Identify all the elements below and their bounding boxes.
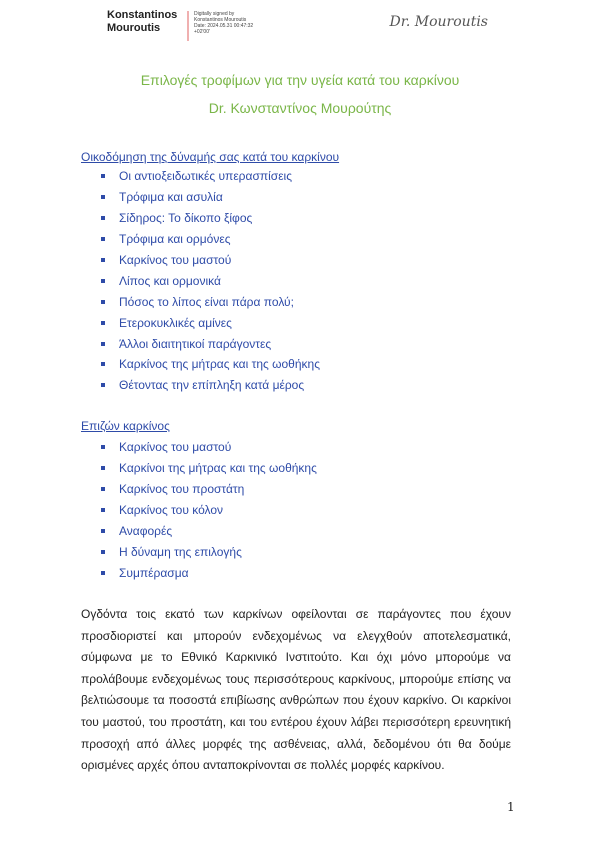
bullet-icon: [101, 342, 105, 346]
toc-item[interactable]: Καρκίνος του μαστού: [101, 437, 317, 458]
signature-detail-line: Digitally signed by: [194, 11, 235, 17]
bullet-icon: [101, 508, 105, 512]
section1-heading-link[interactable]: Οικοδόμηση της δύναμής σας κατά του καρκίνου: [81, 150, 340, 164]
signature-detail-line: Date: 2024.05.31 00:47:32: [194, 23, 254, 29]
toc-item[interactable]: Καρκίνοι της μήτρας και της ωοθήκης: [101, 458, 317, 479]
body-paragraph: Ογδόντα τοις εκατό των καρκίνων οφείλονται σε παράγοντες που έχουν προσδιοριστεί και μπορούν ενδεχομένως να ελεγχθούν αποτελεσματικά, σύμφωνα με το Εθνικό Καρκινικό Ινστιτούτο. Και όχι μόνο μπορούμε να προλάβουμε ενδεχομένως τους περισσότερους καρκίνους, μπορούμε επίσης να βελτιώσουμε τα ποσοστά επιβίωσης ανθρώπων που έχουν καρκίνο. Οι καρκίνοι του μαστού, του προστάτη, και του εντέρου έχουν λάβει περισσότερη ερευνητική προσοχή από άλλες μορφές της ασθένειας, αλλά, δεδομένου ότι θα δούμε ορισμένες αρχές όπου ανταποκρίνονται σε πολλές μορφές καρκίνου.: [81, 607, 511, 773]
toc-item[interactable]: Συμπέρασμα: [101, 562, 317, 583]
toc-item[interactable]: Καρκίνος του μαστού: [101, 250, 320, 271]
toc-item[interactable]: Οι αντιοξειδωτικές υπερασπίσεις: [101, 166, 320, 187]
toc-item[interactable]: Πόσος το λίπος είναι πάρα πολύ;: [101, 291, 320, 312]
bullet-icon: [101, 237, 105, 241]
toc-item[interactable]: Άλλοι διαιτητικοί παράγοντες: [101, 333, 320, 354]
section2-heading-link[interactable]: Επιζών καρκίνος: [81, 419, 170, 433]
toc-item[interactable]: Θέτοντας την επίπληξη κατά μέρος: [101, 375, 320, 396]
bullet-icon: [101, 487, 105, 491]
bullet-icon: [101, 550, 105, 554]
page-number: 1: [507, 800, 515, 814]
signature-name-line2: Mouroutis: [107, 22, 161, 34]
toc-item[interactable]: Λίπος και ορμονικά: [101, 270, 320, 291]
bullet-icon: [101, 216, 105, 220]
bullet-icon: [101, 383, 105, 387]
bullet-icon: [101, 362, 105, 366]
signature-detail-line: +02'00': [194, 29, 210, 35]
toc-item[interactable]: Καρκίνος της μήτρας και της ωοθήκης: [101, 354, 320, 375]
bullet-icon: [101, 466, 105, 470]
document-title: Επιλογές τροφίμων για την υγεία κατά του καρκίνου: [140, 72, 460, 88]
signature-mark-icon: [187, 11, 189, 41]
signature-name: [107, 9, 177, 35]
toc-item[interactable]: Τρόφιμα και ορμόνες: [101, 229, 320, 250]
toc-item[interactable]: Αναφορές: [101, 521, 317, 542]
toc-item[interactable]: Ετεροκυκλικές αμίνες: [101, 312, 320, 333]
signature-name-line1: Konstantinos: [107, 9, 178, 21]
signature-details: [194, 11, 253, 35]
bullet-icon: [101, 300, 105, 304]
bullet-icon: [101, 174, 105, 178]
bullet-icon: [101, 445, 105, 449]
bullet-icon: [101, 195, 105, 199]
toc-item[interactable]: Καρκίνος του κόλον: [101, 500, 317, 521]
document-author: Dr. Κωνσταντίνος Μουρούτης: [208, 100, 392, 116]
toc-item[interactable]: Σίδηρος: Το δίκοπο ξίφος: [101, 208, 320, 229]
toc-item[interactable]: Καρκίνος του προστάτη: [101, 479, 317, 500]
section2-list: [101, 437, 317, 583]
bullet-icon: [101, 571, 105, 575]
toc-item[interactable]: Τρόφιμα και ασυλία: [101, 187, 320, 208]
toc-item[interactable]: Η δύναμη της επιλογής: [101, 541, 317, 562]
bullet-icon: [101, 529, 105, 533]
header-author-name: Dr. Mouroutis: [389, 14, 488, 30]
bullet-icon: [101, 279, 105, 283]
section1-list: [101, 166, 320, 396]
bullet-icon: [101, 321, 105, 325]
bullet-icon: [101, 258, 105, 262]
signature-detail-line: Konstantinos Mouroutis: [194, 17, 247, 23]
